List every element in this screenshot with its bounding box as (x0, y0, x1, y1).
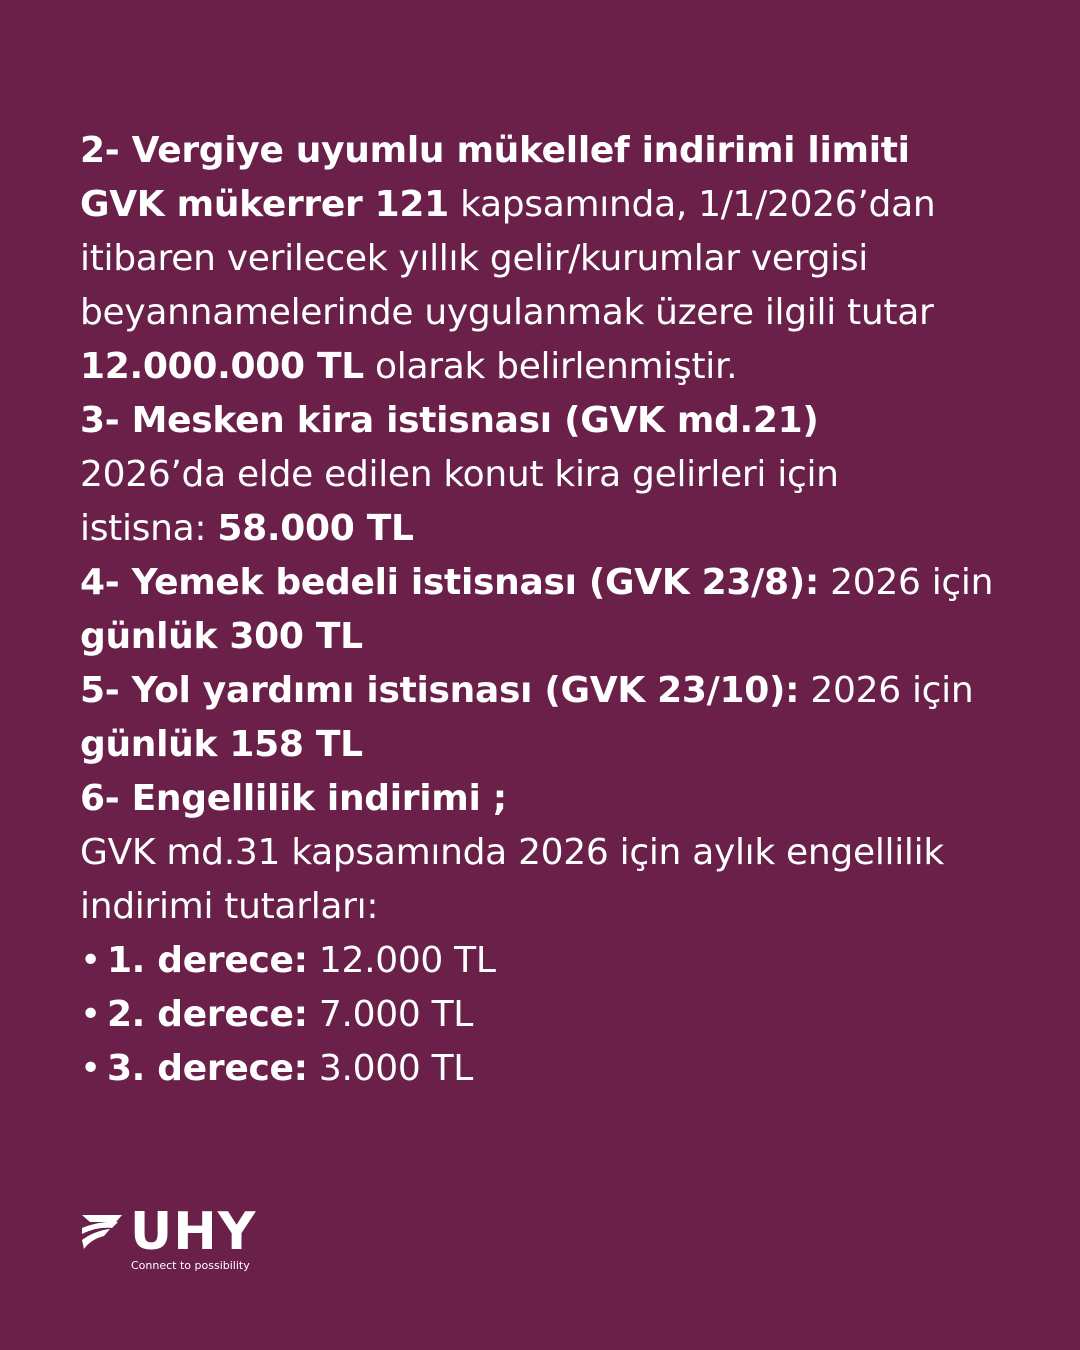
section-6-text-2: indirimi tutarları: (80, 886, 379, 927)
logo-tagline: Connect to possibility (131, 1259, 250, 1272)
section-2-title: 2- Vergiye uyumlu mükellef indirimi limiti (80, 130, 910, 171)
uhy-swoosh-icon (80, 1211, 124, 1251)
list-item-value: 7.000 TL (307, 994, 474, 1035)
section-2-text-1: kapsamında, 1/1/2026’dan (448, 184, 936, 225)
bullet-icon: • (80, 1048, 101, 1089)
section-6-title: 6- Engellilik indirimi ; (80, 778, 507, 819)
section-2-reference: GVK mükerrer 121 (80, 184, 449, 225)
list-item-label: 1. derece: (106, 940, 308, 981)
section-4-line-1 (80, 556, 1030, 610)
section-3-line-2 (80, 502, 1030, 556)
section-3-title: 3- Mesken kira istisnası (GVK md.21) (80, 400, 819, 441)
section-6-text-1: GVK md.31 kapsamında 2026 için aylık engellilik (80, 832, 944, 873)
list-item-label: 3. derece: (106, 1048, 308, 1089)
list-item-label: 2. derece: (106, 994, 308, 1035)
section-5-text-1: 2026 için (799, 670, 974, 711)
section-3-text-2: istisna: (80, 508, 218, 549)
section-3-amount: 58.000 TL (217, 508, 414, 549)
section-5-title: 5- Yol yardımı istisnası (GVK 23/10): (80, 670, 800, 711)
section-2-amount: 12.000.000 TL (80, 346, 364, 387)
list-item-value: 12.000 TL (307, 940, 496, 981)
bullet-icon: • (80, 940, 101, 981)
content-block (80, 124, 1030, 1096)
section-2-text-2: itibaren verilecek yıllık gelir/kurumlar vergisi (80, 238, 869, 279)
section-4-amount: günlük 300 TL (80, 616, 363, 657)
list-item-value: 3.000 TL (307, 1048, 474, 1089)
logo-wordmark: UHY (130, 1202, 257, 1262)
list-item (80, 934, 1030, 988)
section-4-text-1: 2026 için (819, 562, 994, 603)
section-5-amount: günlük 158 TL (80, 724, 363, 765)
section-4-title: 4- Yemek bedeli istisnası (GVK 23/8): (80, 562, 819, 603)
uhy-logo (80, 1202, 280, 1278)
section-2-text-4: olarak belirlenmiştir. (363, 346, 738, 387)
section-2-line-1 (80, 178, 1030, 232)
list-item (80, 1042, 1030, 1096)
list-item (80, 988, 1030, 1042)
section-2-text-3: beyannamelerinde uygulanmak üzere ilgili tutar (80, 292, 934, 333)
section-5-line-1 (80, 664, 1030, 718)
bullet-icon: • (80, 994, 101, 1035)
section-2-line-4 (80, 340, 1030, 394)
section-3-text-1: 2026’da elde edilen konut kira gelirleri için (80, 454, 839, 495)
